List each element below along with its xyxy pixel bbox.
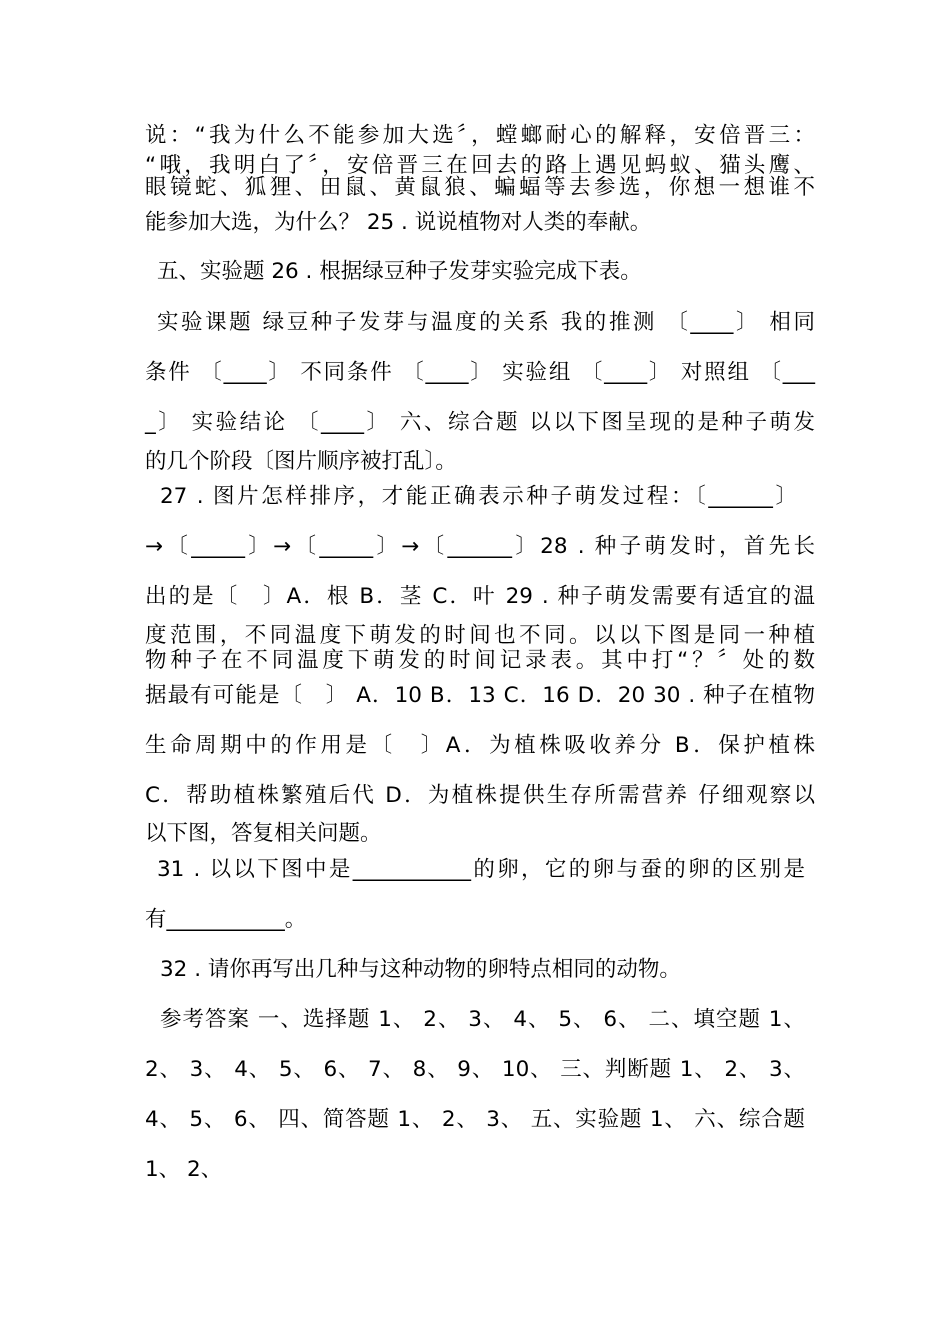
text-line: _〕 实验结论 〔____〕 六、综合题 以以下图呈现的是种子萌发 [145, 410, 815, 435]
text-line: C．帮助植株繁殖后代 D．为植株提供生存所需营养 仔细观察以 [145, 783, 815, 808]
text-line: 4、 5、 6、 四、简答题 1、 2、 3、 五、实验题 1、 六、综合题 [145, 1107, 805, 1132]
text-line: 条件 〔____〕 不同条件 〔____〕 实验组 〔____〕 对照组 〔___ [145, 360, 815, 385]
text-line: 说：“我为什么不能参加大选〞，螳螂耐心的解释，安倍晋三： [145, 123, 815, 148]
text-line: “哦，我明白了〞，安倍晋三在回去的路上遇见蚂蚁、猫头鹰、 [145, 153, 815, 178]
question-32: 32 . 请你再写出几种与这种动物的卵特点相同的动物。 [160, 957, 681, 982]
text-line: 据最有可能是〔 〕 A．10 B．13 C．16 D．20 30 . 种子在植物 [145, 683, 815, 708]
text-line: 眼镜蛇、狐狸、田鼠、黄鼠狼、蝙蝠等去参选，你想一想谁不 [145, 175, 815, 200]
answer-key-heading: 参考答案 一、选择题 1、 2、 3、 4、 5、 6、 二、填空题 1、 [160, 1007, 805, 1032]
text-line: 实验课题 绿豆种子发芽与温度的关系 我的推测 〔____〕 相同 [157, 310, 815, 335]
text-line: 的几个阶段〔图片顺序被打乱〕。 [145, 449, 457, 474]
text-line: 物种子在不同温度下萌发的时间记录表。其中打“？〞处的数 [145, 648, 815, 673]
question-31: 31 . 以以下图中是___________的卵，它的卵与蚕的卵的区别是 [157, 857, 805, 882]
text-line: 生命周期中的作用是〔 〕A．为植株吸收养分 B．保护植株 [145, 733, 815, 758]
text-line: →〔_____〕→〔_____〕→〔______〕28 . 种子萌发时，首先长 [145, 534, 815, 559]
text-line: 能参加大选，为什么？ 25 . 说说植物对人类的奉献。 [145, 210, 652, 235]
question-27: 27 . 图片怎样排序，才能正确表示种子萌发过程：〔______〕 [160, 484, 797, 509]
text-line: 度范围，不同温度下萌发的时间也不同。以以下图是同一种植 [145, 623, 815, 648]
text-line: 有___________。 [145, 907, 307, 932]
section-heading-experiment: 五、实验题 26 . 根据绿豆种子发芽实验完成下表。 [157, 259, 642, 284]
text-line: 2、 3、 4、 5、 6、 7、 8、 9、 10、 三、判断题 1、 2、 3、 [145, 1057, 805, 1082]
text-line: 出的是〔 〕A．根 B．茎 C．叶 29 . 种子萌发需要有适宜的温 [145, 584, 815, 609]
text-line: 以下图，答复相关问题。 [145, 821, 382, 846]
text-line: 1、 2、 [145, 1157, 223, 1182]
